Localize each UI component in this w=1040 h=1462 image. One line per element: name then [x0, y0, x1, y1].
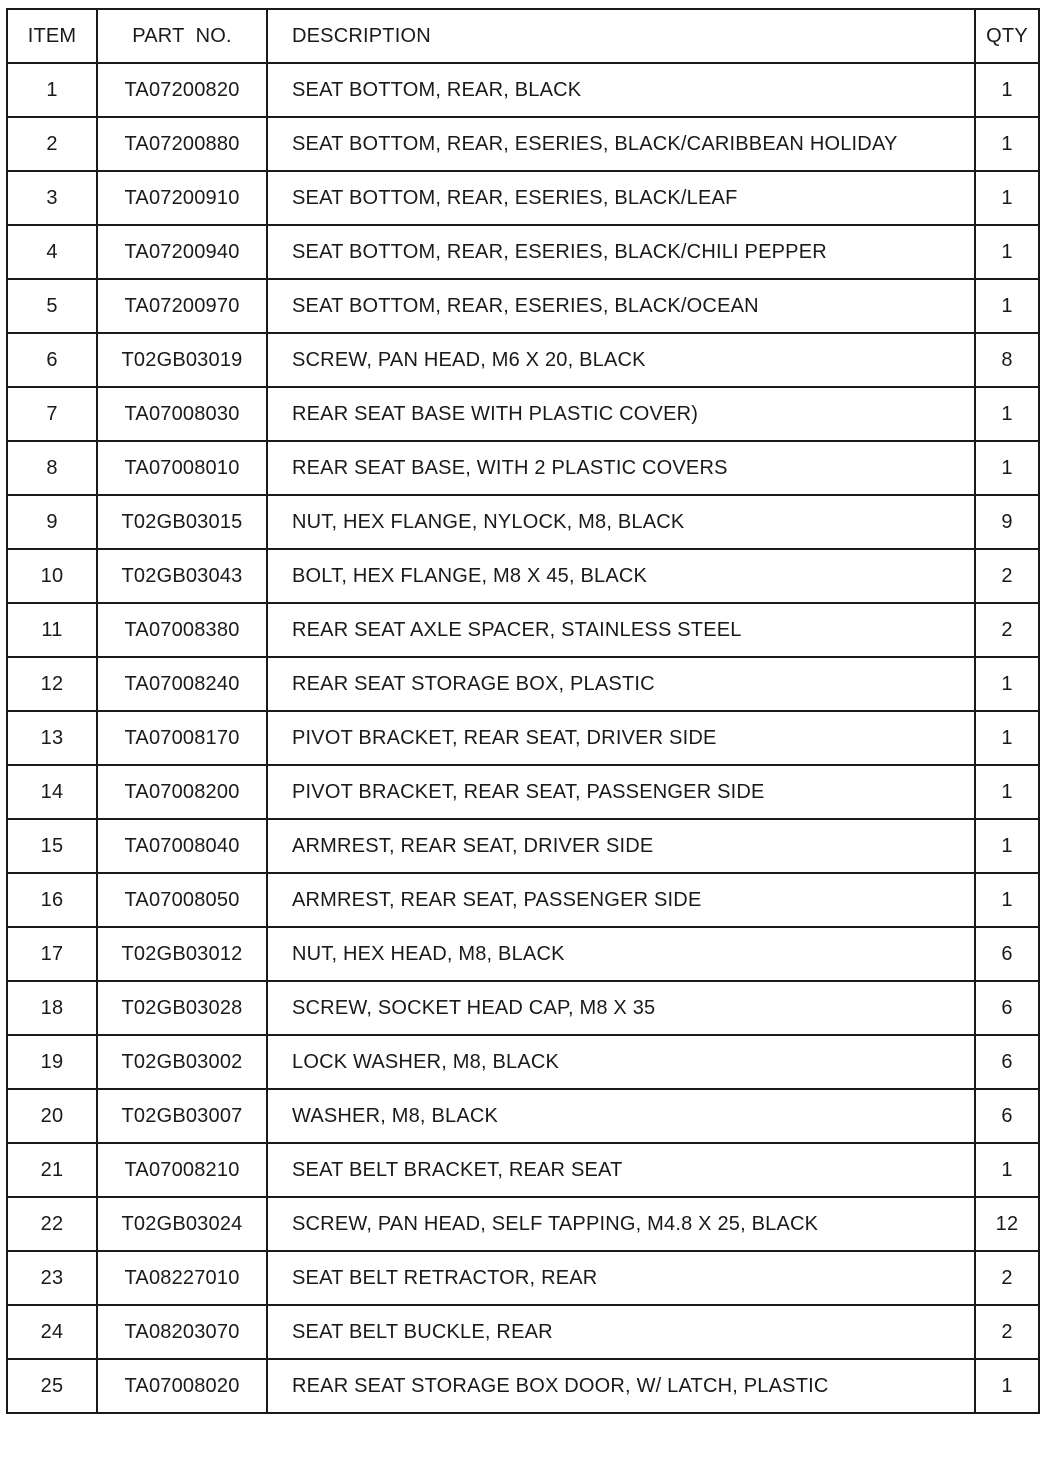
table-row — [7, 981, 1039, 1035]
cell-item: 25 — [7, 1359, 97, 1413]
cell-part-no: TA07008240 — [97, 657, 267, 711]
cell-qty: 12 — [975, 1197, 1039, 1251]
cell-description: SEAT BOTTOM, REAR, ESERIES, BLACK/LEAF — [267, 171, 975, 225]
cell-description: WASHER, M8, BLACK — [267, 1089, 975, 1143]
table-row — [7, 873, 1039, 927]
table-row — [7, 603, 1039, 657]
cell-qty: 1 — [975, 63, 1039, 117]
cell-part-no: TA07200970 — [97, 279, 267, 333]
cell-part-no: TA08203070 — [97, 1305, 267, 1359]
cell-item: 14 — [7, 765, 97, 819]
cell-item: 10 — [7, 549, 97, 603]
cell-description: SEAT BOTTOM, REAR, ESERIES, BLACK/CARIBBEAN HOLIDAY — [267, 117, 975, 171]
cell-qty: 1 — [975, 711, 1039, 765]
cell-description: ARMREST, REAR SEAT, DRIVER SIDE — [267, 819, 975, 873]
table-row — [7, 495, 1039, 549]
table-row — [7, 1251, 1039, 1305]
cell-description: REAR SEAT STORAGE BOX, PLASTIC — [267, 657, 975, 711]
cell-description: NUT, HEX HEAD, M8, BLACK — [267, 927, 975, 981]
cell-item: 6 — [7, 333, 97, 387]
cell-qty: 6 — [975, 1089, 1039, 1143]
cell-description: SCREW, PAN HEAD, SELF TAPPING, M4.8 X 25, BLACK — [267, 1197, 975, 1251]
table-row — [7, 549, 1039, 603]
cell-qty: 1 — [975, 1143, 1039, 1197]
header-item: ITEM — [7, 9, 97, 63]
cell-item: 23 — [7, 1251, 97, 1305]
cell-description: SCREW, PAN HEAD, M6 X 20, BLACK — [267, 333, 975, 387]
cell-qty: 2 — [975, 549, 1039, 603]
cell-qty: 9 — [975, 495, 1039, 549]
cell-description: NUT, HEX FLANGE, NYLOCK, M8, BLACK — [267, 495, 975, 549]
cell-description: REAR SEAT AXLE SPACER, STAINLESS STEEL — [267, 603, 975, 657]
cell-description: SEAT BELT BUCKLE, REAR — [267, 1305, 975, 1359]
cell-description: REAR SEAT STORAGE BOX DOOR, W/ LATCH, PLASTIC — [267, 1359, 975, 1413]
table-row — [7, 765, 1039, 819]
cell-part-no: TA07008010 — [97, 441, 267, 495]
cell-item: 16 — [7, 873, 97, 927]
cell-part-no: TA07008200 — [97, 765, 267, 819]
cell-description: SEAT BELT BRACKET, REAR SEAT — [267, 1143, 975, 1197]
cell-part-no: TA07008050 — [97, 873, 267, 927]
cell-description: SEAT BOTTOM, REAR, ESERIES, BLACK/OCEAN — [267, 279, 975, 333]
cell-qty: 1 — [975, 873, 1039, 927]
cell-part-no: TA07200910 — [97, 171, 267, 225]
table-row — [7, 63, 1039, 117]
cell-part-no: T02GB03015 — [97, 495, 267, 549]
cell-part-no: T02GB03043 — [97, 549, 267, 603]
cell-part-no: TA07008380 — [97, 603, 267, 657]
cell-qty: 1 — [975, 387, 1039, 441]
cell-description: LOCK WASHER, M8, BLACK — [267, 1035, 975, 1089]
table-row — [7, 1035, 1039, 1089]
cell-description: SEAT BOTTOM, REAR, ESERIES, BLACK/CHILI PEPPER — [267, 225, 975, 279]
cell-part-no: TA07200820 — [97, 63, 267, 117]
table-row — [7, 657, 1039, 711]
cell-description: PIVOT BRACKET, REAR SEAT, DRIVER SIDE — [267, 711, 975, 765]
table-row — [7, 333, 1039, 387]
cell-part-no: TA08227010 — [97, 1251, 267, 1305]
cell-item: 12 — [7, 657, 97, 711]
cell-item: 24 — [7, 1305, 97, 1359]
table-header-row — [7, 9, 1039, 63]
cell-qty: 8 — [975, 333, 1039, 387]
table-row — [7, 1305, 1039, 1359]
header-description: DESCRIPTION — [267, 9, 975, 63]
cell-part-no: T02GB03012 — [97, 927, 267, 981]
cell-item: 9 — [7, 495, 97, 549]
table-row — [7, 225, 1039, 279]
cell-qty: 2 — [975, 1251, 1039, 1305]
cell-description: REAR SEAT BASE WITH PLASTIC COVER) — [267, 387, 975, 441]
cell-item: 19 — [7, 1035, 97, 1089]
cell-item: 5 — [7, 279, 97, 333]
cell-qty: 1 — [975, 279, 1039, 333]
table-row — [7, 711, 1039, 765]
cell-item: 22 — [7, 1197, 97, 1251]
cell-description: BOLT, HEX FLANGE, M8 X 45, BLACK — [267, 549, 975, 603]
cell-part-no: T02GB03024 — [97, 1197, 267, 1251]
cell-item: 4 — [7, 225, 97, 279]
table-row — [7, 279, 1039, 333]
cell-item: 20 — [7, 1089, 97, 1143]
table-row — [7, 927, 1039, 981]
cell-item: 8 — [7, 441, 97, 495]
table-body — [7, 63, 1039, 1413]
header-qty: QTY — [975, 9, 1039, 63]
cell-description: SEAT BOTTOM, REAR, BLACK — [267, 63, 975, 117]
cell-qty: 6 — [975, 1035, 1039, 1089]
cell-part-no: TA07008040 — [97, 819, 267, 873]
cell-item: 21 — [7, 1143, 97, 1197]
cell-qty: 1 — [975, 117, 1039, 171]
table-row — [7, 819, 1039, 873]
cell-part-no: T02GB03028 — [97, 981, 267, 1035]
cell-item: 1 — [7, 63, 97, 117]
table-row — [7, 1089, 1039, 1143]
header-part-no: PART NO. — [97, 9, 267, 63]
cell-qty: 2 — [975, 1305, 1039, 1359]
cell-item: 3 — [7, 171, 97, 225]
cell-item: 7 — [7, 387, 97, 441]
table-row — [7, 1197, 1039, 1251]
table-row — [7, 387, 1039, 441]
cell-part-no: TA07008030 — [97, 387, 267, 441]
cell-item: 17 — [7, 927, 97, 981]
cell-part-no: TA07008170 — [97, 711, 267, 765]
cell-part-no: T02GB03007 — [97, 1089, 267, 1143]
cell-item: 15 — [7, 819, 97, 873]
table-row — [7, 117, 1039, 171]
cell-description: ARMREST, REAR SEAT, PASSENGER SIDE — [267, 873, 975, 927]
cell-qty: 2 — [975, 603, 1039, 657]
cell-qty: 1 — [975, 1359, 1039, 1413]
cell-qty: 1 — [975, 765, 1039, 819]
cell-qty: 1 — [975, 657, 1039, 711]
cell-item: 13 — [7, 711, 97, 765]
cell-description: SEAT BELT RETRACTOR, REAR — [267, 1251, 975, 1305]
cell-description: REAR SEAT BASE, WITH 2 PLASTIC COVERS — [267, 441, 975, 495]
table-row — [7, 1359, 1039, 1413]
cell-qty: 1 — [975, 171, 1039, 225]
cell-qty: 1 — [975, 225, 1039, 279]
cell-item: 2 — [7, 117, 97, 171]
table-row — [7, 171, 1039, 225]
cell-part-no: TA07200940 — [97, 225, 267, 279]
parts-list-table — [6, 8, 1040, 1414]
table-row — [7, 1143, 1039, 1197]
cell-qty: 6 — [975, 927, 1039, 981]
cell-qty: 1 — [975, 819, 1039, 873]
cell-part-no: TA07200880 — [97, 117, 267, 171]
cell-part-no: TA07008210 — [97, 1143, 267, 1197]
table-row — [7, 441, 1039, 495]
cell-part-no: T02GB03002 — [97, 1035, 267, 1089]
cell-item: 11 — [7, 603, 97, 657]
cell-part-no: T02GB03019 — [97, 333, 267, 387]
cell-item: 18 — [7, 981, 97, 1035]
cell-part-no: TA07008020 — [97, 1359, 267, 1413]
cell-qty: 6 — [975, 981, 1039, 1035]
cell-description: SCREW, SOCKET HEAD CAP, M8 X 35 — [267, 981, 975, 1035]
cell-qty: 1 — [975, 441, 1039, 495]
cell-description: PIVOT BRACKET, REAR SEAT, PASSENGER SIDE — [267, 765, 975, 819]
